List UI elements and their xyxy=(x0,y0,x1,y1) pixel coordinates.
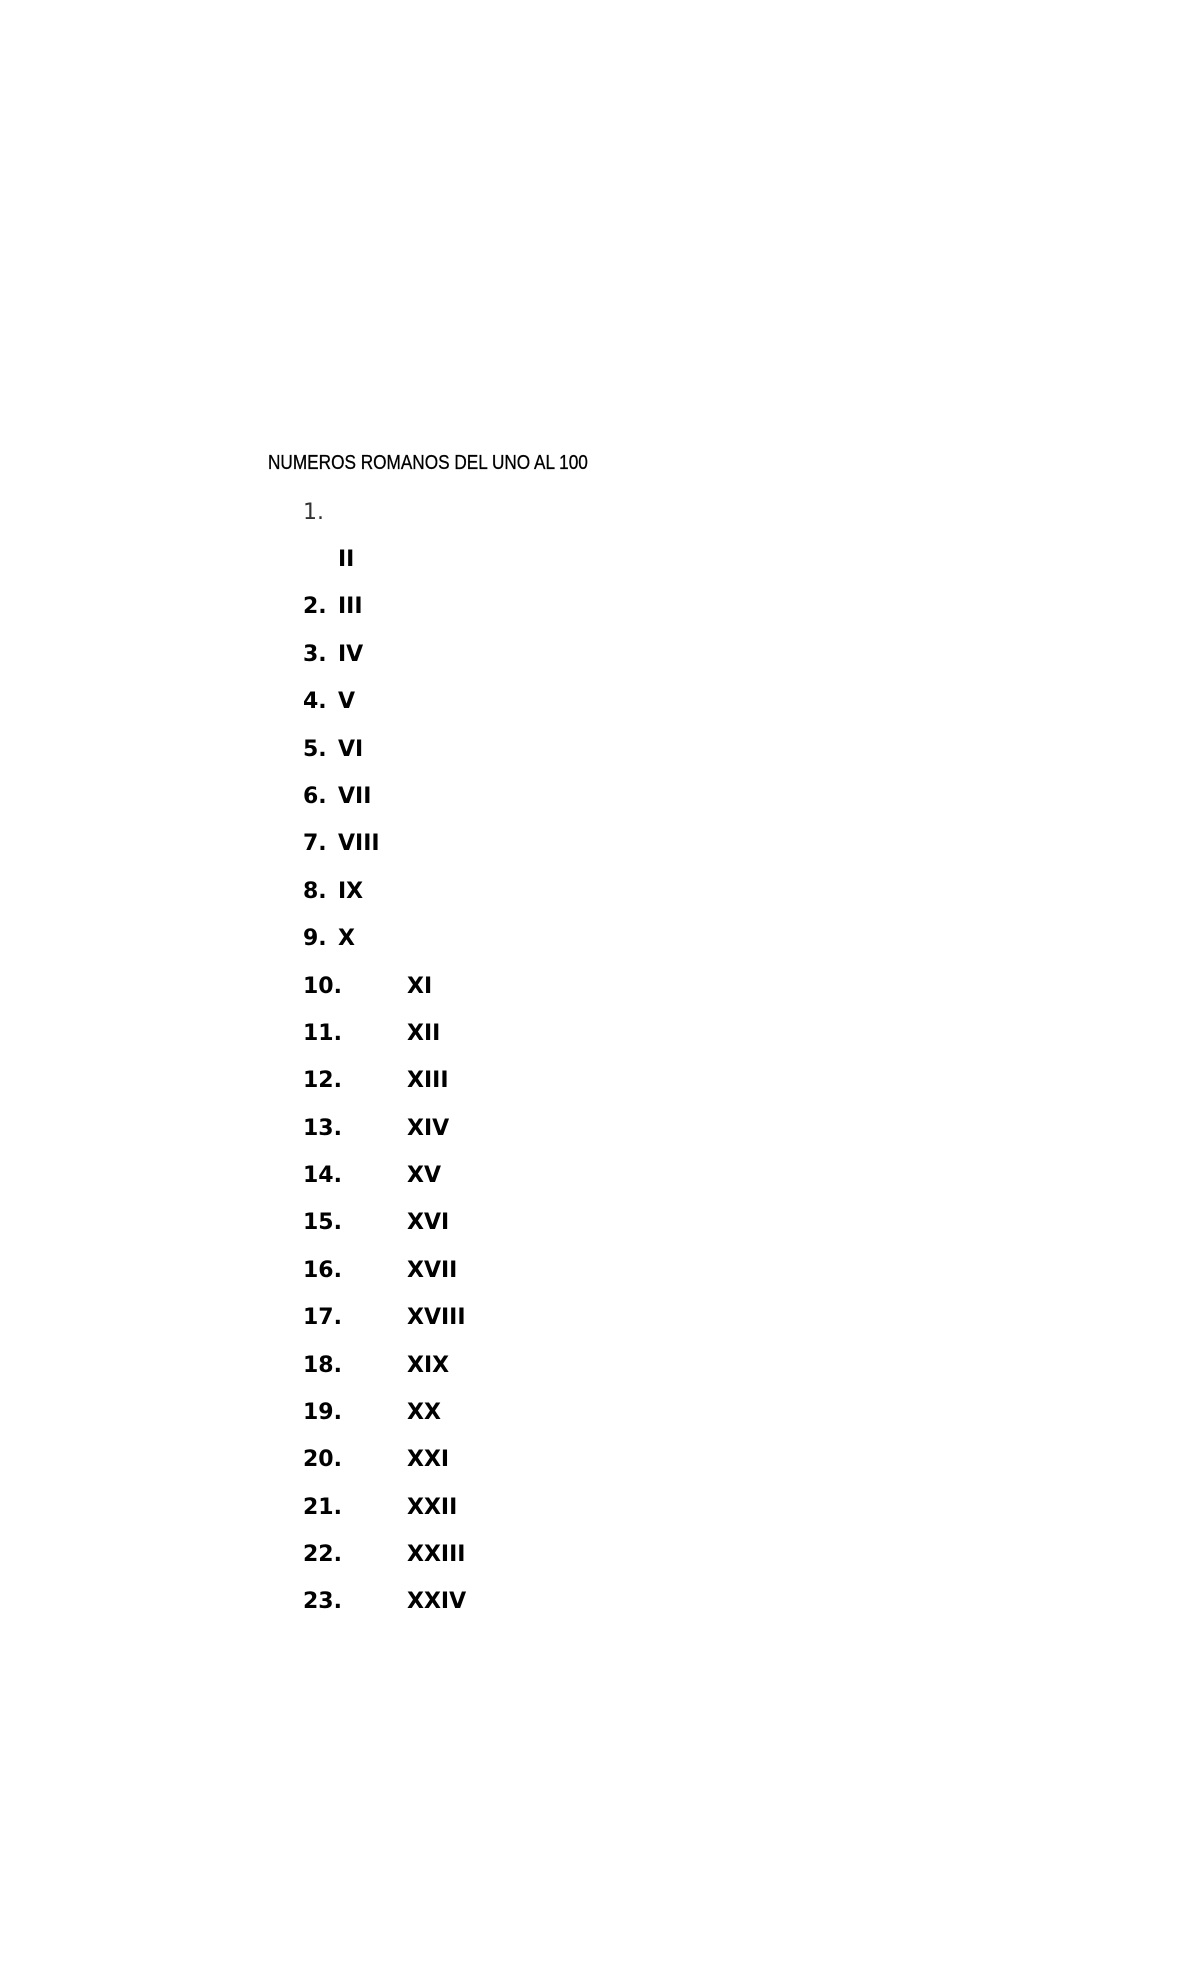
roman-numeral: XV xyxy=(407,1163,441,1188)
roman-numeral: IV xyxy=(338,642,364,667)
document-title: NUMEROS ROMANOS DEL UNO AL 100 xyxy=(268,452,588,474)
list-number: 22. xyxy=(303,1542,342,1567)
roman-numeral: XI xyxy=(407,974,433,999)
list-number: 21. xyxy=(303,1495,342,1520)
roman-numeral: XIII xyxy=(407,1068,449,1093)
roman-numeral: VIII xyxy=(338,831,380,856)
roman-numeral: VII xyxy=(338,784,372,809)
list-number: 18. xyxy=(303,1353,342,1378)
list-number: 5. xyxy=(303,737,327,762)
roman-numeral: IX xyxy=(338,879,364,904)
roman-numeral: II xyxy=(338,547,355,572)
list-number: 23. xyxy=(303,1589,342,1614)
list-number: 20. xyxy=(303,1447,342,1472)
list-number: 9. xyxy=(303,926,327,951)
list-number: 10. xyxy=(303,974,342,999)
list-number: 16. xyxy=(303,1258,342,1283)
list-number: 4. xyxy=(303,689,327,714)
roman-numeral: XXIV xyxy=(407,1589,467,1614)
list-number: 14. xyxy=(303,1163,342,1188)
roman-numeral: XXI xyxy=(407,1447,450,1472)
list-number: 6. xyxy=(303,784,327,809)
list-number: 17. xyxy=(303,1305,342,1330)
roman-numeral: XIX xyxy=(407,1353,450,1378)
roman-numeral: XXIII xyxy=(407,1542,466,1567)
list-number: 15. xyxy=(303,1210,342,1235)
list-number: 19. xyxy=(303,1400,342,1425)
roman-numeral: XVII xyxy=(407,1258,458,1283)
list-number: 13. xyxy=(303,1116,342,1141)
roman-numeral: XVI xyxy=(407,1210,450,1235)
roman-numeral: XXII xyxy=(407,1495,458,1520)
list-number: 11. xyxy=(303,1021,342,1046)
roman-numeral: XX xyxy=(407,1400,441,1425)
list-number: 3. xyxy=(303,642,327,667)
roman-numeral: X xyxy=(338,926,355,951)
roman-numeral: V xyxy=(338,689,356,714)
roman-numeral: III xyxy=(338,594,363,619)
list-number: 8. xyxy=(303,879,327,904)
roman-numeral: XIV xyxy=(407,1116,450,1141)
roman-numeral: XVIII xyxy=(407,1305,466,1330)
list-number: 12. xyxy=(303,1068,342,1093)
roman-numeral: XII xyxy=(407,1021,441,1046)
list-number: 7. xyxy=(303,831,327,856)
roman-numeral: VI xyxy=(338,737,364,762)
list-number: 2. xyxy=(303,594,327,619)
list-number: 1. xyxy=(303,500,324,525)
